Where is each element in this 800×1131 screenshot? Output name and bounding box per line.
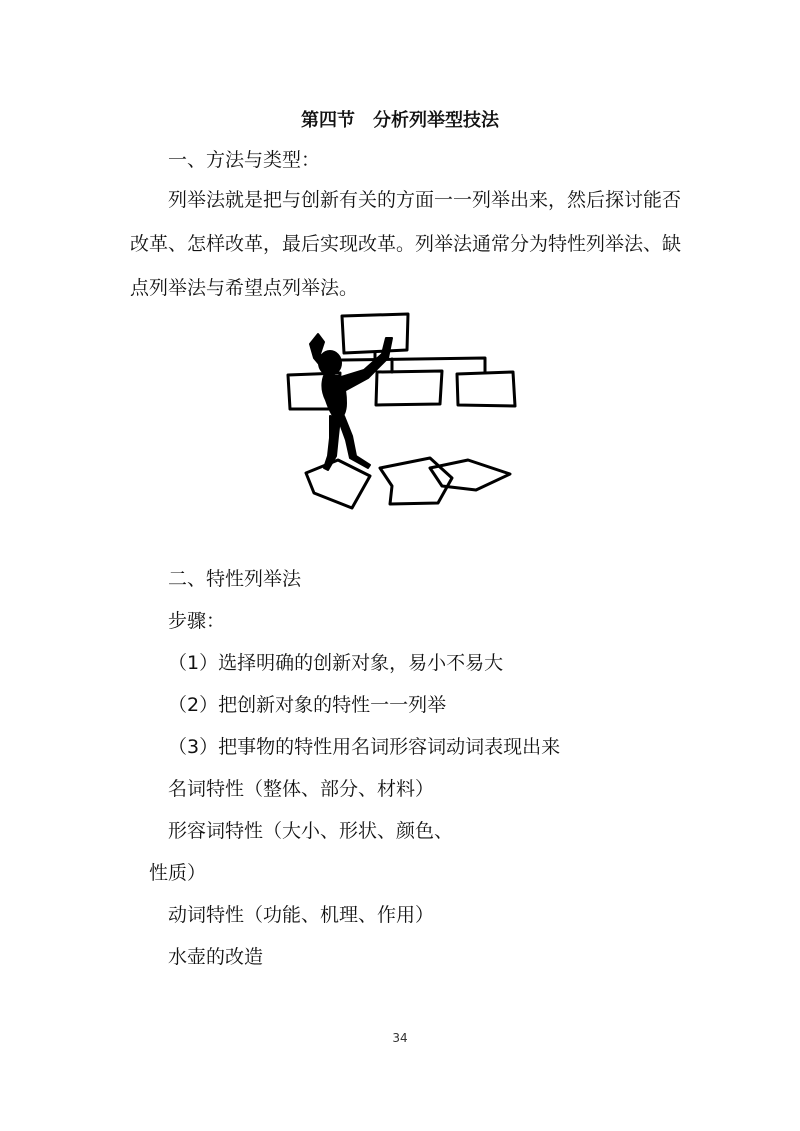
steps-label: 步骤： xyxy=(168,610,226,632)
adjective-traits-line-2: 性质） xyxy=(149,862,207,884)
person-with-cards-illustration xyxy=(280,308,520,518)
page-number: 34 xyxy=(392,1031,408,1045)
section2-heading: 二、特性列举法 xyxy=(168,568,302,590)
step-2: （2）把创新对象的特性一一列举 xyxy=(168,694,447,716)
middle-card xyxy=(376,371,442,405)
section-title: 第四节 分析列举型技法 xyxy=(301,110,499,131)
step-3: （3）把事物的特性用名词形容词动词表现出来 xyxy=(168,736,561,758)
example-heading: 水壶的改造 xyxy=(168,946,264,968)
right-card xyxy=(457,372,515,406)
paragraph-1-text: 列举法就是把与创新有关的方面一一列举出来，然后探讨能否改革、怎样改革，最后实现改革。列举法通常分为特性列举法、缺点列举法与希望点列举法。 xyxy=(130,189,682,299)
adjective-traits-line-1: 形容词特性（大小、形状、颜色、 xyxy=(168,820,454,842)
held-card xyxy=(342,314,408,353)
person-figure xyxy=(310,334,392,470)
floor-paper-3 xyxy=(430,460,510,490)
step-1: （1）选择明确的创新对象，易小不易大 xyxy=(168,652,504,674)
floor-paper-1 xyxy=(306,460,370,508)
verb-traits: 动词特性（功能、机理、作用） xyxy=(168,904,435,926)
section1-heading: 一、方法与类型： xyxy=(168,149,321,171)
noun-traits: 名词特性（整体、部分、材料） xyxy=(168,778,435,800)
paragraph-1 xyxy=(130,178,690,310)
